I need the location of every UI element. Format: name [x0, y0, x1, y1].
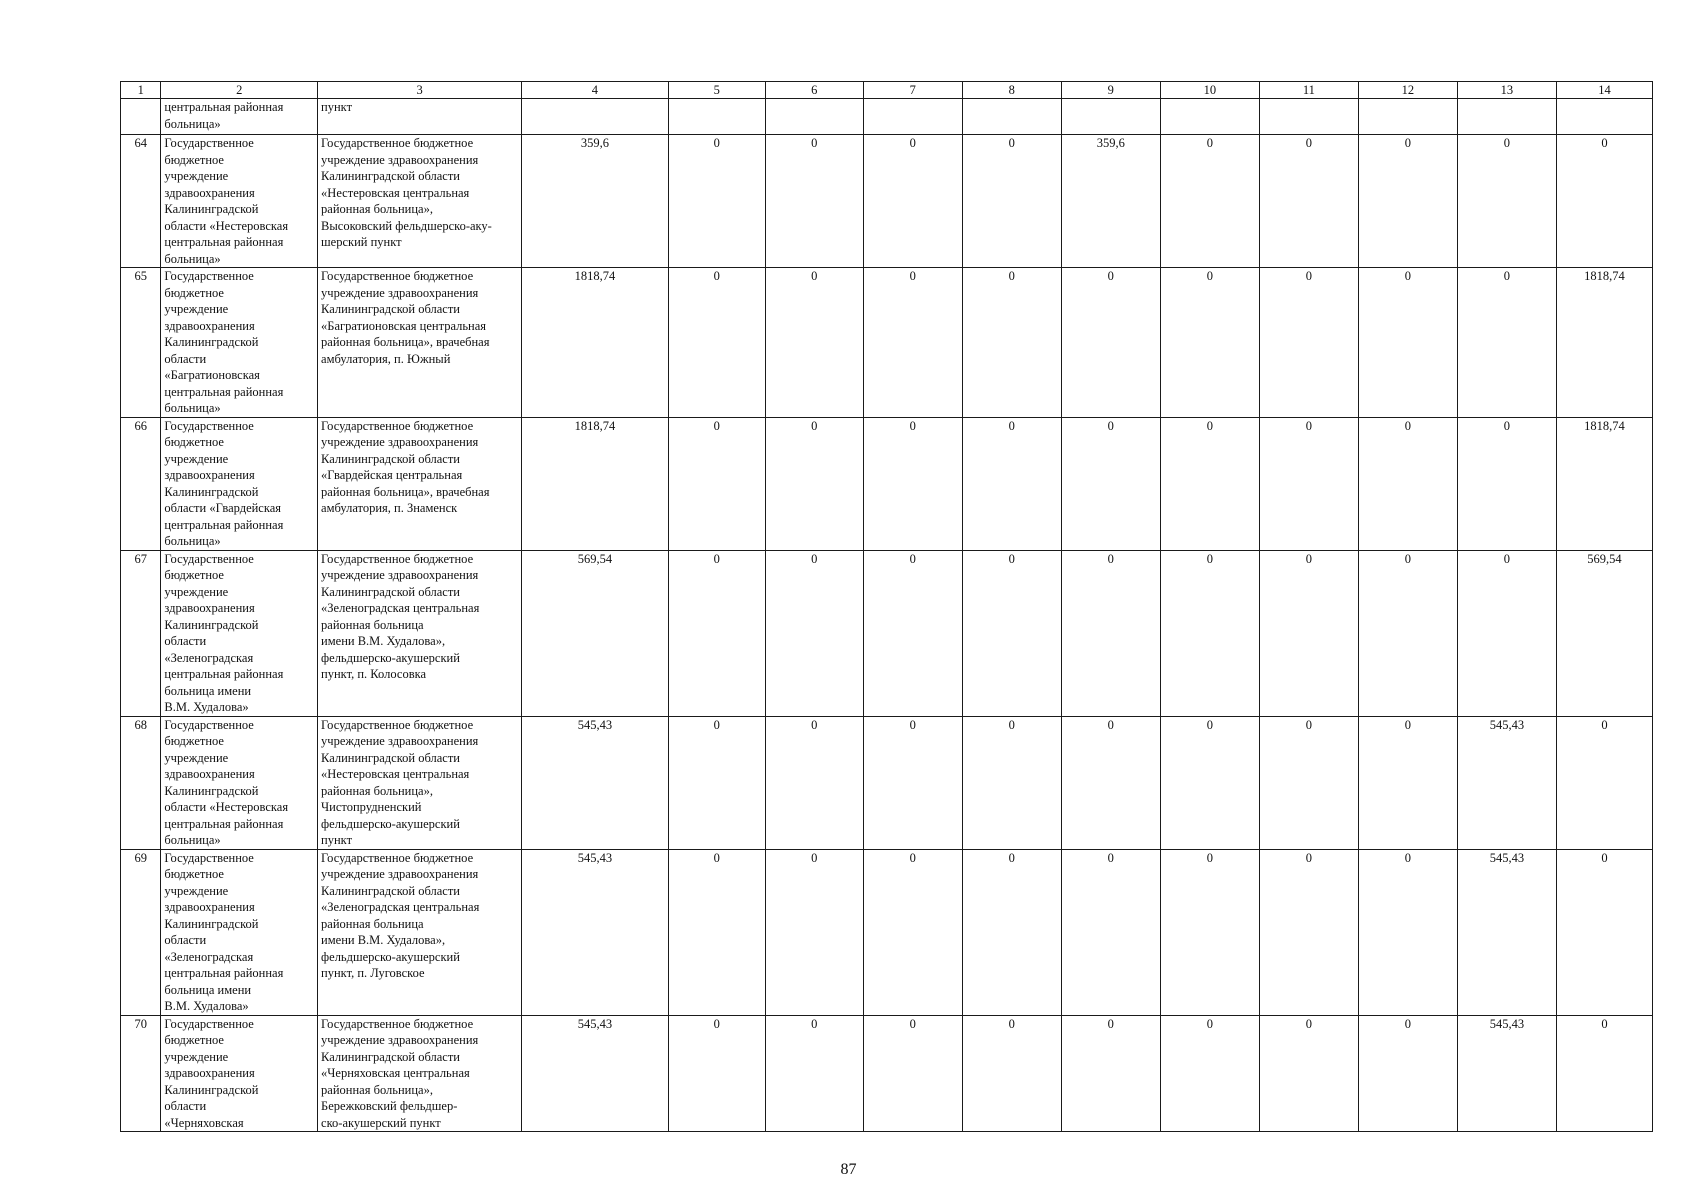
table-cell-col-10: 0 [1160, 849, 1259, 1015]
table-cell-col-2: Государственное бюджетное учреждение здравоохранения Калининградской области «Нестеровская центральная районная больница» [161, 135, 318, 268]
table-cell-col-5: 0 [668, 550, 765, 716]
header-cell-col-4: 4 [522, 82, 669, 99]
table-cell-col-3: Государственное бюджетное учреждение здравоохранения Калининградской области «Нестеровская центральная районная больница», Чистопрудненский фельдшерско-акушерский пункт [318, 716, 522, 849]
table-header-row [121, 82, 1653, 99]
table-cell-col-12: 0 [1358, 849, 1457, 1015]
table-cell-col-6: 0 [765, 268, 863, 418]
table-cell-col-1: 65 [121, 268, 161, 418]
table-cell-col-3: Государственное бюджетное учреждение здравоохранения Калининградской области «Зеленоградская центральная районная больница имени В.М. Худалова», фельдшерско-акушерский пункт, п. Луговское [318, 849, 522, 1015]
table-cell-col-6: 0 [765, 550, 863, 716]
header-cell-col-14: 14 [1556, 82, 1652, 99]
table-cell-col-7: 0 [863, 849, 962, 1015]
table-cell-col-7: 0 [863, 135, 962, 268]
table-cell-col-6 [765, 99, 863, 135]
table-cell-col-12: 0 [1358, 268, 1457, 418]
table-cell-col-2: Государственное бюджетное учреждение здравоохранения Калининградской области «Багратионовская центральная районная больница» [161, 268, 318, 418]
table-cell-col-2: Государственное бюджетное учреждение здравоохранения Калининградской области «Зеленоградская центральная районная больница имени В.М. Худалова» [161, 550, 318, 716]
table-cell-col-1: 67 [121, 550, 161, 716]
table-cell-col-3: Государственное бюджетное учреждение здравоохранения Калининградской области «Нестеровская центральная районная больница», Высоковский фельдшерско-аку- шерский пункт [318, 135, 522, 268]
table-row [121, 550, 1653, 716]
table-cell-col-9: 0 [1061, 550, 1160, 716]
header-cell-col-7: 7 [863, 82, 962, 99]
table-cell-col-12: 0 [1358, 1015, 1457, 1132]
table-cell-col-6: 0 [765, 716, 863, 849]
table-cell-col-10: 0 [1160, 135, 1259, 268]
table-cell-col-3: Государственное бюджетное учреждение здравоохранения Калининградской области «Черняховская центральная районная больница», Бережковский фельдшер- ско-акушерский пункт [318, 1015, 522, 1132]
table-cell-col-1: 66 [121, 417, 161, 550]
header-cell-col-3: 3 [318, 82, 522, 99]
table-cell-col-4: 545,43 [522, 716, 669, 849]
data-table [120, 81, 1653, 1132]
table-cell-col-4: 545,43 [522, 1015, 669, 1132]
table-cell-col-11: 0 [1259, 135, 1358, 268]
table-cell-col-14: 0 [1556, 849, 1652, 1015]
header-cell-col-10: 10 [1160, 82, 1259, 99]
table-cell-col-3: Государственное бюджетное учреждение здравоохранения Калининградской области «Багратионовская центральная районная больница», врачебная амбулатория, п. Южный [318, 268, 522, 418]
table-cell-col-6: 0 [765, 417, 863, 550]
table-cell-col-8: 0 [962, 135, 1061, 268]
table-cell-col-1: 69 [121, 849, 161, 1015]
table-cell-col-5 [668, 99, 765, 135]
table-cell-col-2: Государственное бюджетное учреждение здравоохранения Калининградской области «Гвардейская центральная районная больница» [161, 417, 318, 550]
table-cell-col-13: 0 [1457, 268, 1556, 418]
table-cell-col-8: 0 [962, 1015, 1061, 1132]
table-cell-col-4: 1818,74 [522, 268, 669, 418]
table-cell-col-11: 0 [1259, 716, 1358, 849]
table-cell-col-7: 0 [863, 550, 962, 716]
table-cell-col-11: 0 [1259, 849, 1358, 1015]
table-cell-col-12 [1358, 99, 1457, 135]
table-row [121, 135, 1653, 268]
table-cell-col-13: 545,43 [1457, 1015, 1556, 1132]
table-cell-col-2: центральная районная больница» [161, 99, 318, 135]
table-cell-col-10: 0 [1160, 716, 1259, 849]
table-cell-col-8: 0 [962, 268, 1061, 418]
table-cell-col-5: 0 [668, 716, 765, 849]
table-cell-col-13: 545,43 [1457, 849, 1556, 1015]
table-cell-col-11: 0 [1259, 550, 1358, 716]
table-cell-col-14: 0 [1556, 135, 1652, 268]
table-cell-col-13: 545,43 [1457, 716, 1556, 849]
table-row [121, 716, 1653, 849]
header-cell-col-6: 6 [765, 82, 863, 99]
table-cell-col-11: 0 [1259, 1015, 1358, 1132]
table-cell-col-6: 0 [765, 135, 863, 268]
table-cell-col-14: 1818,74 [1556, 417, 1652, 550]
header-cell-col-11: 11 [1259, 82, 1358, 99]
table-cell-col-10: 0 [1160, 1015, 1259, 1132]
table-cell-col-7: 0 [863, 268, 962, 418]
table-cell-col-12: 0 [1358, 417, 1457, 550]
table-cell-col-12: 0 [1358, 135, 1457, 268]
header-cell-col-1: 1 [121, 82, 161, 99]
table-cell-col-9: 0 [1061, 1015, 1160, 1132]
table-cell-col-12: 0 [1358, 550, 1457, 716]
table-cell-col-9: 0 [1061, 716, 1160, 849]
table-row [121, 1015, 1653, 1132]
table-cell-col-1: 64 [121, 135, 161, 268]
table-cell-col-14: 1818,74 [1556, 268, 1652, 418]
table-cell-col-11 [1259, 99, 1358, 135]
table-cell-col-8: 0 [962, 417, 1061, 550]
table-cell-col-5: 0 [668, 417, 765, 550]
table-cell-col-4: 569,54 [522, 550, 669, 716]
table-cell-col-9: 0 [1061, 417, 1160, 550]
table-row [121, 99, 1653, 135]
table-cell-col-6: 0 [765, 849, 863, 1015]
table-cell-col-10: 0 [1160, 417, 1259, 550]
table-cell-col-1: 70 [121, 1015, 161, 1132]
table-cell-col-5: 0 [668, 1015, 765, 1132]
table-cell-col-2: Государственное бюджетное учреждение здравоохранения Калининградской области «Нестеровская центральная районная больница» [161, 716, 318, 849]
header-cell-col-8: 8 [962, 82, 1061, 99]
table-cell-col-8: 0 [962, 716, 1061, 849]
table-cell-col-2: Государственное бюджетное учреждение здравоохранения Калининградской области «Зеленоградская центральная районная больница имени В.М. Худалова» [161, 849, 318, 1015]
header-cell-col-9: 9 [1061, 82, 1160, 99]
table-cell-col-7: 0 [863, 716, 962, 849]
table-cell-col-14: 569,54 [1556, 550, 1652, 716]
table-cell-col-13: 0 [1457, 135, 1556, 268]
table-cell-col-12: 0 [1358, 716, 1457, 849]
table-cell-col-3: Государственное бюджетное учреждение здравоохранения Калининградской области «Зеленоградская центральная районная больница имени В.М. Худалова», фельдшерско-акушерский пункт, п. Колосовка [318, 550, 522, 716]
table-cell-col-14 [1556, 99, 1652, 135]
table-cell-col-7: 0 [863, 417, 962, 550]
table-cell-col-3: Государственное бюджетное учреждение здравоохранения Калининградской области «Гвардейская центральная районная больница», врачебная амбулатория, п. Знаменск [318, 417, 522, 550]
table-body [121, 82, 1653, 1132]
table-cell-col-8: 0 [962, 550, 1061, 716]
table-cell-col-10: 0 [1160, 268, 1259, 418]
table-cell-col-5: 0 [668, 268, 765, 418]
table-cell-col-9: 359,6 [1061, 135, 1160, 268]
table-cell-col-7: 0 [863, 1015, 962, 1132]
table-row [121, 849, 1653, 1015]
table-cell-col-1 [121, 99, 161, 135]
table-cell-col-11: 0 [1259, 417, 1358, 550]
header-cell-col-13: 13 [1457, 82, 1556, 99]
table-cell-col-13: 0 [1457, 550, 1556, 716]
table-cell-col-7 [863, 99, 962, 135]
table-cell-col-4: 1818,74 [522, 417, 669, 550]
table-cell-col-13 [1457, 99, 1556, 135]
table-row [121, 268, 1653, 418]
table-cell-col-10: 0 [1160, 550, 1259, 716]
document-sheet [120, 81, 1653, 1132]
table-cell-col-3: пункт [318, 99, 522, 135]
table-row [121, 417, 1653, 550]
header-cell-col-5: 5 [668, 82, 765, 99]
table-cell-col-4: 359,6 [522, 135, 669, 268]
table-cell-col-14: 0 [1556, 1015, 1652, 1132]
table-cell-col-9: 0 [1061, 268, 1160, 418]
table-cell-col-4 [522, 99, 669, 135]
page-number: 87 [840, 1161, 857, 1178]
table-cell-col-8: 0 [962, 849, 1061, 1015]
table-cell-col-13: 0 [1457, 417, 1556, 550]
table-cell-col-5: 0 [668, 849, 765, 1015]
table-cell-col-1: 68 [121, 716, 161, 849]
table-cell-col-11: 0 [1259, 268, 1358, 418]
table-cell-col-2: Государственное бюджетное учреждение здравоохранения Калининградской области «Черняховская [161, 1015, 318, 1132]
header-cell-col-12: 12 [1358, 82, 1457, 99]
table-cell-col-4: 545,43 [522, 849, 669, 1015]
table-cell-col-6: 0 [765, 1015, 863, 1132]
header-cell-col-2: 2 [161, 82, 318, 99]
table-cell-col-9 [1061, 99, 1160, 135]
table-cell-col-10 [1160, 99, 1259, 135]
table-cell-col-5: 0 [668, 135, 765, 268]
table-cell-col-14: 0 [1556, 716, 1652, 849]
table-cell-col-9: 0 [1061, 849, 1160, 1015]
table-cell-col-8 [962, 99, 1061, 135]
